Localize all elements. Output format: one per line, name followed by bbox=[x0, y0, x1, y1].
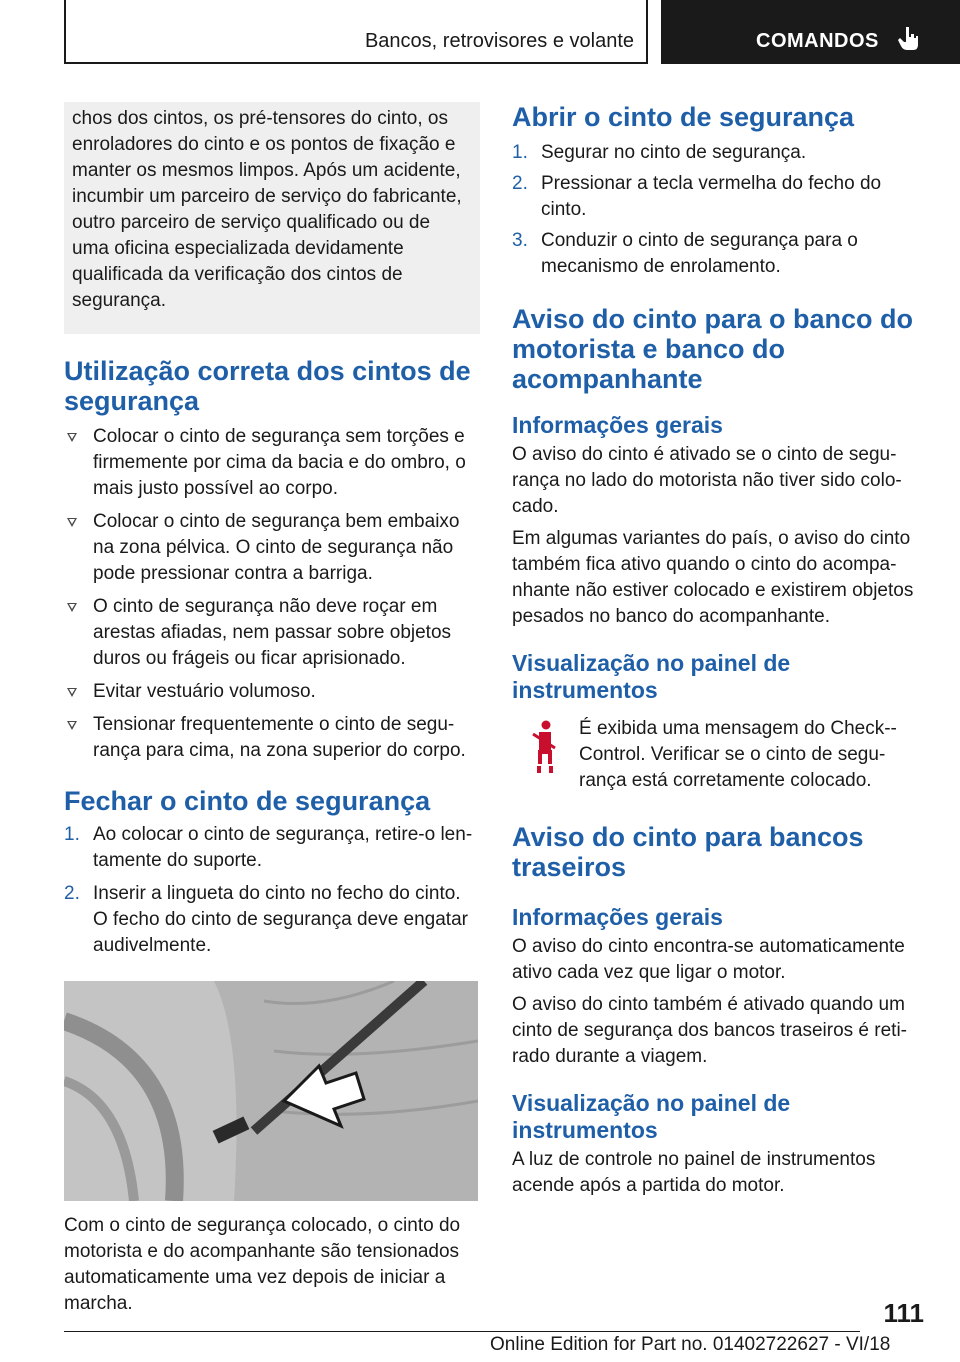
open-steps-list bbox=[512, 140, 914, 280]
heading-warning-rear: Aviso do cinto para bancos traseiros bbox=[512, 822, 864, 882]
triangle-bullet-icon bbox=[67, 518, 77, 527]
heading-correct-use: Utilização correta dos cintos de segurança bbox=[64, 356, 471, 416]
heading-open-belt: Abrir o cinto de segurança bbox=[512, 102, 855, 132]
header-chapter-title: COMANDOS bbox=[756, 30, 879, 52]
hand-pointer-icon bbox=[897, 25, 919, 51]
header-section-title: Bancos, retrovisores e volante bbox=[364, 30, 634, 52]
triangle-bullet-icon bbox=[67, 433, 77, 442]
header-chapter-box bbox=[661, 0, 960, 64]
photo-caption: Com o cinto de segurança colocado, o cinto do motorista e do acompanhante são tensionados automaticamente uma vez depois de iniciar a marcha. bbox=[64, 1215, 461, 1314]
note-box bbox=[64, 102, 480, 334]
seatbelt-photo bbox=[64, 981, 478, 1201]
display-2-text: A luz de controle no painel de instrumentos acende após a partida do motor. bbox=[512, 1149, 876, 1196]
list-item: 3. Conduzir o cinto de segurança para o mecanismo de enrolamento. bbox=[512, 230, 858, 277]
general-info-1a: O aviso do cinto é ativado se o cinto de segurança no lado do motorista não tiver sido colocado. bbox=[512, 444, 902, 517]
heading-general-info-2: Informações gerais bbox=[512, 904, 723, 930]
right-column bbox=[512, 102, 914, 1199]
heading-display-1: Visualização no painel de instrumentos bbox=[512, 650, 791, 703]
seatbelt-warning-icon bbox=[530, 720, 558, 774]
display-1-row bbox=[512, 716, 914, 794]
footer-divider bbox=[64, 1331, 860, 1332]
triangle-bullet-icon bbox=[67, 721, 77, 730]
list-item: 2. Inserir a lingueta do cinto no fecho do cinto. O fecho do cinto de segurança deve engatar audivelmente. bbox=[64, 883, 468, 956]
general-info-1b: Em algumas variantes do país, o aviso do cinto também fica ativo quando o cinto do acompanhante não estiver colocado e existirem objetos pesados no banco do acompanhante. bbox=[512, 528, 914, 627]
heading-warning-front: Aviso do cinto para o banco do motorista e banco do acompanhante bbox=[512, 304, 914, 394]
general-info-2b: O aviso do cinto também é ativado quando um cinto de segurança dos bancos traseiros é retirado durante a viagem. bbox=[512, 994, 907, 1067]
heading-display-2: Visualização no painel de instrumentos bbox=[512, 1090, 791, 1143]
list-item: Colocar o cinto de segurança bem embaixo na zona pélvica. O cinto de segurança não pode pressionar contra a barriga. bbox=[64, 509, 480, 587]
heading-general-info-1: Informações gerais bbox=[512, 412, 723, 438]
correct-use-list bbox=[64, 424, 480, 764]
close-steps-list bbox=[64, 822, 480, 959]
list-item: 2. Pressionar a tecla vermelha do fecho do cinto. bbox=[512, 173, 882, 220]
list-item: 1. Ao colocar o cinto de segurança, retire-o lentamente do suporte. bbox=[64, 824, 473, 871]
triangle-bullet-icon bbox=[67, 688, 77, 697]
note-text: chos dos cintos, os pré-tensores do cinto, os enroladores do cinto e os pontos de fixação e manter os mesmos limpos. Após um acidente, incumbir um parceiro de serviço do fabricante, outro parceiro de serviço qualificado ou de uma oficina especializada devidamente qualificada da verificação dos cintos de segurança. bbox=[72, 108, 462, 311]
triangle-bullet-icon bbox=[67, 603, 77, 612]
list-item: O cinto de segurança não deve roçar em arestas afiadas, nem passar sobre objetos duros ou frágeis ou ficar aprisionado. bbox=[64, 594, 480, 672]
general-info-2a: O aviso do cinto encontra-se automaticamente ativo cada vez que ligar o motor. bbox=[512, 936, 905, 983]
heading-close-belt: Fechar o cinto de segurança bbox=[64, 786, 431, 816]
page-number: 111 bbox=[883, 1298, 924, 1328]
list-item: Evitar vestuário volumoso. bbox=[64, 679, 480, 705]
header-section-box bbox=[64, 0, 648, 64]
seat-illustration bbox=[64, 981, 478, 1201]
list-item: Colocar o cinto de segurança sem torções e firmemente por cima da bacia e do ombro, o mais justo possível ao corpo. bbox=[64, 424, 480, 502]
list-item: Tensionar frequentemente o cinto de segurança para cima, na zona superior do corpo. bbox=[64, 712, 480, 764]
list-item: 1. Segurar no cinto de segurança. bbox=[512, 142, 807, 163]
edition-text: Online Edition for Part no. 01402722627 - VI/18 bbox=[490, 1334, 891, 1355]
left-column bbox=[64, 102, 480, 1317]
display-1-text: É exibida uma mensagem do Check-Control. Verificar se o cinto de segurança está corretamente colocado. bbox=[579, 718, 897, 791]
